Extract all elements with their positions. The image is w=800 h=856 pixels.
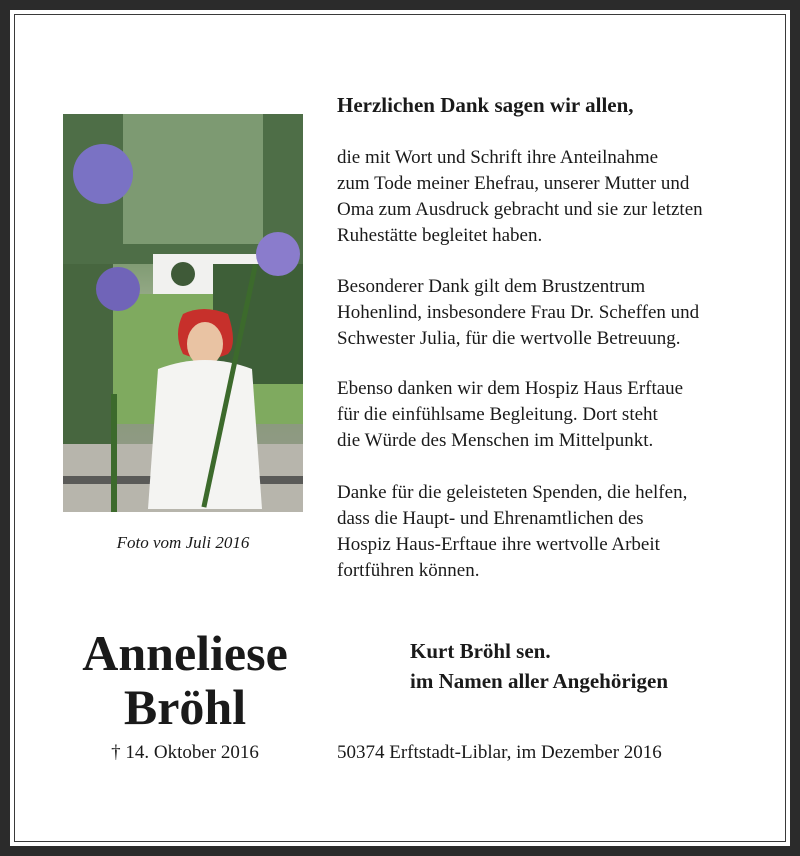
text-line: Hospiz Haus-Erftaue ihre wertvolle Arbeit [337,534,660,555]
text-line: zum Tode meiner Ehefrau, unserer Mutter und [337,173,690,194]
death-date: † 14. Oktober 2016 [111,742,259,763]
text-line: Ruhestätte begleitet haben. [337,225,543,246]
obituary-page [10,10,790,846]
text-line: fortführen können. [337,560,480,581]
text-line: Ebenso danken wir dem Hospiz Haus Erftaue [337,378,684,399]
signer-note: im Namen aller Angehörigen [410,669,669,693]
text-line: dass die Haupt- und Ehrenamtlichen des [337,508,644,529]
place-date: 50374 Erftstadt-Liblar, im Dezember 2016 [337,742,662,763]
deceased-name [60,626,310,734]
text-line: Oma zum Ausdruck gebracht und sie zur letzten [337,199,703,220]
deceased-last-name: Bröhl [123,679,247,735]
signer-name: Kurt Bröhl sen. [410,639,551,663]
paragraph-medical-thanks [337,274,699,352]
deceased-first-name: Anneliese [82,625,288,681]
text-line: für die einfühlsame Begleitung. Dort steht [337,404,658,425]
signer-block [410,636,668,696]
text-line: Schwester Julia, für die wertvolle Betreuung. [337,328,681,349]
portrait-photo [63,114,303,512]
paragraph-donations [337,480,687,584]
text-line: Hohenlind, insbesondere Frau Dr. Scheffen und [337,302,700,323]
text-line: Danke für die geleisteten Spenden, die helfen, [337,482,688,503]
photo-caption: Foto vom Juli 2016 [116,533,250,552]
paragraph-condolences [337,145,703,249]
text-line: die mit Wort und Schrift ihre Anteilnahme [337,147,659,168]
text-line: die Würde des Menschen im Mittelpunkt. [337,430,654,451]
text-line: Besonderer Dank gilt dem Brustzentrum [337,276,646,297]
paragraph-hospice-thanks [337,376,683,454]
thanks-heading: Herzlichen Dank sagen wir allen, [337,93,634,117]
